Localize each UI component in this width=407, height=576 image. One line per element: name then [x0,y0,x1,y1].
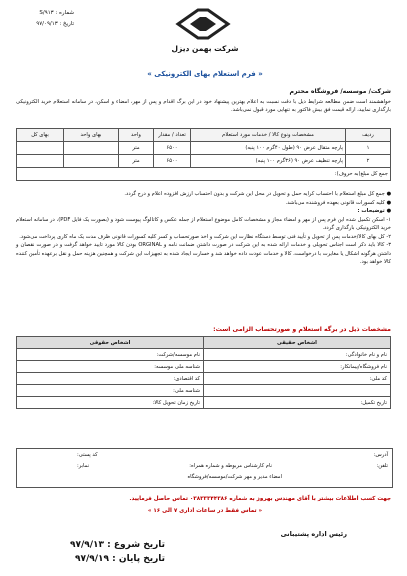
note-item: ۲- کل بهای کالا/خدمات پس از تحویل و تأیید فنی توسط دستگاه نظارت این شرکت و اخذ صورتحساب و کسر کلیه کسورات قانونی ظرف مدت یک ماه کاری پرداخت می‌شود. [19,233,391,240]
real-field [204,385,391,397]
cell-qty: ۶۵۰۰ [154,155,191,168]
items-table [16,128,391,181]
contact-row [17,361,391,373]
number-value: S/۹۱۳ [39,10,54,16]
cell-unit: متر [119,155,154,168]
date-label: تاریخ : [59,21,74,27]
legal-field: شناسه ملی موسسه: [17,361,204,373]
cell-spec: پارچه تنظیف عرض ۹۰ (۳۶گرم ۱۰۰ پنبه) [191,155,346,168]
cell-unit: متر [119,142,154,155]
contact-row [17,385,391,397]
office-hours-note: « تماس فقط در ساعات اداری ۷ الی ۱۶ » [147,508,263,514]
signer-label: نام کارشناس مربوطه و شماره همراه: [189,463,272,469]
signatory-title: رئیس اداره پشتیبانی [280,530,347,538]
notes-section [16,190,391,267]
contact-header-row [17,337,391,349]
col-legal-persons: اشخاص حقوقی [17,337,204,349]
col-total: بهای کل [17,129,64,142]
number-line [12,8,74,19]
contact-section-title: مشخصات ذیل در برگه استعلام و صورتحساب الزامی است: [213,326,391,333]
note-bullet: ● جمع کل مبلغ استعلام با احتساب کرایه حمل و تحویل در محل این شرکت و بدون احتساب ارزش افزوده اعلام و درج گردد. [124,191,391,197]
number-label: شماره : [55,10,74,16]
address-label: آدرس: [373,452,388,458]
contact-row [17,373,391,385]
note-item: ۱- اسکن تکمیل شده این فرم پس از مهر و امضاء مجاز و مشخصات کامل موضوع استعلام از جمله عکس و کاتالوگ پیوست شود و (بصورت یک فایل PDF)، در سامانه استعلام خرید الکترونیکی بارگذاری گردد. [16,216,391,231]
sign-label: امضاء مدیر و مهر شرکت/موسسه/فروشگاه [187,474,282,480]
cell-row: ۲ [346,155,391,168]
intro-text: خواهشمند است ضمن مطالعه شرایط ذیل با دقت نسبت به اعلام بهترین پیشنهاد خود در این برگ اقدام و پس از مهر، امضاء و اسکن، در سامانه استعلام خرید الکترونیکی بارگذاری نمایید، ارائه قیمت فق بیش فاکتور به تنهایی مورد قبول نمی‌باشد. [16,99,391,113]
table-row [17,155,391,168]
contact-row [17,397,391,409]
col-unit: واحد [119,129,154,142]
contact-row [17,349,391,361]
notes-heading: ● توضیحات : [357,208,391,214]
legal-field: نام موسسه/شرکت: [17,349,204,361]
sum-row [17,168,391,181]
end-date: تاریخ پایان : ۹۷/۹/۱۹ [74,554,166,564]
date-line [12,19,74,30]
col-spec: مشخصات ونوع کالا / خدمات مورد استعلام [191,129,346,142]
col-row: ردیف [346,129,391,142]
date-value: ۹۷/۰۹/۱۳ [36,21,58,27]
form-title: « فرم استعلام بهای الکترونیکی » [147,70,263,78]
cell-unit-price [64,155,119,168]
fax-label: نمابر: [77,463,90,469]
dates-block [70,538,165,566]
company-logo [172,6,234,44]
col-qty: تعداد / مقدار [154,129,191,142]
items-header-row [17,129,391,142]
real-field: تاریخ تکمیل: [204,397,391,409]
cell-qty: ۶۵۰۰ [154,142,191,155]
cell-total [17,142,64,155]
phone-label: تلفن: [376,463,388,469]
legal-field: تاریخ زمان تحویل کالا: [17,397,204,409]
cell-spec: پارچه متقال عرض ۹۰ (طول ۴۰گرم ۱۰۰ پنبه) [191,142,346,155]
real-field: نام فروشگاه/پیمانکار: [204,361,391,373]
phone-note: جهت کسب اطلاعات بیشتر با آقای مهندس بهروز به شماره ۰۳۸۳۳۳۴۴۳۸۶ تماس حاصل فرمایید. [129,496,391,502]
col-unit-price: بهای واحد [64,129,119,142]
legal-field: شناسه ملی: [17,385,204,397]
note-bullet: ● کلیه کسورات قانونی بعهده فروشنده می‌باشد. [285,199,391,206]
company-name: شرکت بهمن دیزل [171,44,239,53]
cell-total [17,155,64,168]
real-field: کد ملی: [204,373,391,385]
contact-table [16,336,391,409]
sum-label: جمع کل مبلغ(به حروف): [17,168,391,181]
col-real-persons: اشخاص حقیقی [204,337,391,349]
start-date: تاریخ شروع : ۹۷/۹/۱۳ [70,540,166,550]
cell-unit-price [64,142,119,155]
table-row [17,142,391,155]
legal-field: کد اقتصادی: [17,373,204,385]
real-field: نام و نام خانوادگی: [204,349,391,361]
cell-row: ۱ [346,142,391,155]
address-box [16,448,393,488]
postal-label: کد پستی: [77,452,98,458]
header-reference [12,8,74,30]
note-item: ۳- کالا باید ذکر است اجناس تحویلی و خدمات ارائه شده به این شرکت در صورت داشتن ضمانت نامه و ORGINAL بودن کالا مورد تایید خواهد گرفت و در صورت نقصان و داشتن هرگونه اشکال یا مغایرت با درخواست، کالا و خدمات عودت داده خواهد شد و خسارت ایجاد شده به تجهیزات این شرکت و همچنین هزینه حمل و نقل برعهده تأمین کننده کالا خواهد بود. [16,242,391,265]
addressee: شرکت/ موسسه/ فروشگاه محترم [289,88,391,95]
